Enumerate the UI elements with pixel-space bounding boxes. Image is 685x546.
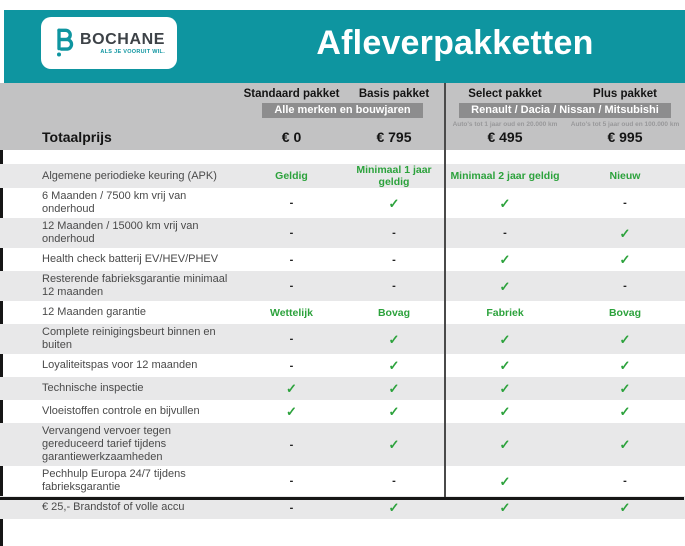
table-bottom-border <box>0 497 684 500</box>
cell-standaard: Geldig <box>275 170 308 182</box>
cell-plus: ✓ <box>619 252 631 267</box>
price-basis: € 795 <box>376 129 412 145</box>
column-header-basis: Basis pakket <box>358 88 430 100</box>
cell-basis: ✓ <box>388 195 400 211</box>
cell-basis: - <box>392 280 396 292</box>
table-row <box>0 324 685 354</box>
cell-plus: ✓ <box>619 500 631 515</box>
cell-basis: ✓ <box>388 358 400 373</box>
cell-basis: ✓ <box>388 381 400 396</box>
page-title: Afleverpakketten <box>316 24 594 62</box>
table-row <box>0 377 685 400</box>
badge-all-brands: Alle merken en bouwjaren <box>262 103 422 118</box>
cell-select: Minimaal 2 jaar geldig <box>450 170 560 182</box>
cell-select: ✓ <box>499 437 511 452</box>
cell-plus: ✓ <box>619 358 631 373</box>
cell-select: ✓ <box>499 473 511 489</box>
cell-basis: - <box>392 227 396 239</box>
table-row <box>0 271 685 301</box>
cell-select: ✓ <box>499 252 511 267</box>
feature-label: Health check batterij EV/HEV/PHEV <box>42 253 219 265</box>
price-standaard: € 0 <box>281 129 302 145</box>
cell-basis: ✓ <box>388 500 400 515</box>
cell-basis: Minimaal 1 jaar geldig <box>356 164 432 188</box>
brand-name: BOCHANE <box>79 30 166 48</box>
column-group-divider <box>444 83 446 498</box>
feature-label: Technische inspectie <box>42 382 144 394</box>
package-labels-row <box>0 88 685 100</box>
feature-label: Vloeistoffen controle en bijvullen <box>42 405 200 417</box>
cell-plus: Bovag <box>608 306 642 319</box>
cell-standaard: ✓ <box>286 381 297 396</box>
cell-plus: ✓ <box>619 225 631 241</box>
table-row <box>0 466 685 496</box>
cell-standaard: Wettelijk <box>270 306 313 319</box>
bochane-b-bubble-icon <box>53 27 75 62</box>
cell-standaard: - <box>289 280 294 292</box>
table-row <box>0 248 685 271</box>
cell-standaard: - <box>289 359 294 372</box>
price-plus: € 995 <box>607 129 643 145</box>
cell-plus: ✓ <box>619 437 631 452</box>
brand-badges-row <box>0 103 685 118</box>
cell-plus: - <box>623 197 627 209</box>
price-select: € 495 <box>487 129 523 145</box>
column-header-plus: Plus pakket <box>593 88 657 100</box>
feature-label: Algemene periodieke keuring (APK) <box>42 169 217 182</box>
table-row <box>0 423 685 466</box>
cell-select: ✓ <box>499 278 511 294</box>
brand-block <box>80 32 165 55</box>
cell-select: - <box>503 227 507 239</box>
feature-label: Vervangend vervoer tegen gereduceerd tarief tijdens garantiewerkzaamheden <box>42 425 172 463</box>
cell-standaard: - <box>289 333 294 345</box>
comparison-table-body <box>0 150 685 546</box>
table-row <box>0 400 685 423</box>
cell-select: ✓ <box>499 500 511 515</box>
cell-standaard: - <box>289 438 294 451</box>
cell-standaard: - <box>289 227 294 239</box>
total-price-label: Totaalprijs <box>42 129 112 145</box>
totals-row <box>0 127 685 147</box>
feature-rows <box>0 164 685 519</box>
cell-plus: - <box>623 280 627 292</box>
feature-label: Pechhulp Europa 24/7 tijdens fabrieksgarantie <box>42 468 186 493</box>
table-row <box>0 301 685 324</box>
spacer-row <box>0 150 685 164</box>
cell-plus: ✓ <box>619 381 631 396</box>
cell-standaard: - <box>289 253 294 266</box>
cell-select: ✓ <box>499 381 511 396</box>
cell-standaard: - <box>289 501 294 514</box>
cell-plus: - <box>623 475 627 487</box>
cell-select: ✓ <box>499 358 511 373</box>
table-row <box>0 354 685 377</box>
column-header-standaard: Standaard pakket <box>243 88 340 100</box>
cell-basis: Bovag <box>377 306 411 319</box>
cell-plus: ✓ <box>619 331 631 347</box>
spacer-row <box>0 519 685 546</box>
cell-basis: ✓ <box>388 437 400 452</box>
cell-basis: ✓ <box>388 404 400 419</box>
feature-label: 12 Maanden / 15000 km vrij van onderhoud <box>42 220 199 245</box>
cell-select: ✓ <box>499 195 511 211</box>
table-row <box>0 188 685 218</box>
header-banner <box>4 10 685 83</box>
cell-plus: ✓ <box>619 404 631 419</box>
column-header-select: Select pakket <box>468 88 542 100</box>
feature-label: 12 Maanden garantie <box>42 306 146 318</box>
feature-label: € 25,- Brandstof of volle accu <box>42 501 185 513</box>
feature-label: Resterende fabrieksgarantie minimaal 12 maanden <box>42 273 228 298</box>
cell-standaard: - <box>289 475 294 487</box>
cell-standaard: - <box>289 197 294 209</box>
cell-select: ✓ <box>499 331 511 347</box>
cell-select: ✓ <box>499 404 511 419</box>
feature-label: 6 Maanden / 7500 km vrij van onderhoud <box>42 190 187 215</box>
cell-plus: Nieuw <box>609 170 641 182</box>
badge-renault-group: Renault / Dacia / Nissan / Mitsubishi <box>459 103 671 118</box>
cell-basis: - <box>392 475 396 487</box>
cell-standaard: ✓ <box>286 404 297 419</box>
feature-label: Complete reinigingsbeurt binnen en buiten <box>42 326 216 351</box>
bochane-logo <box>41 17 177 69</box>
table-row <box>0 218 685 248</box>
cell-select: Fabriek <box>486 306 524 319</box>
package-header-band <box>0 83 685 150</box>
table-row <box>0 164 685 188</box>
condition-select: Auto's tot 1 jaar oud en 20.000 km <box>452 121 558 128</box>
cell-basis: ✓ <box>388 331 400 347</box>
condition-plus: Auto's tot 5 jaar oud en 100.000 km <box>570 121 680 128</box>
cell-basis: - <box>392 253 396 266</box>
brand-tagline: ALS JE VOORUIT WIL. <box>100 48 166 55</box>
feature-label: Loyaliteitspas voor 12 maanden <box>42 359 198 371</box>
